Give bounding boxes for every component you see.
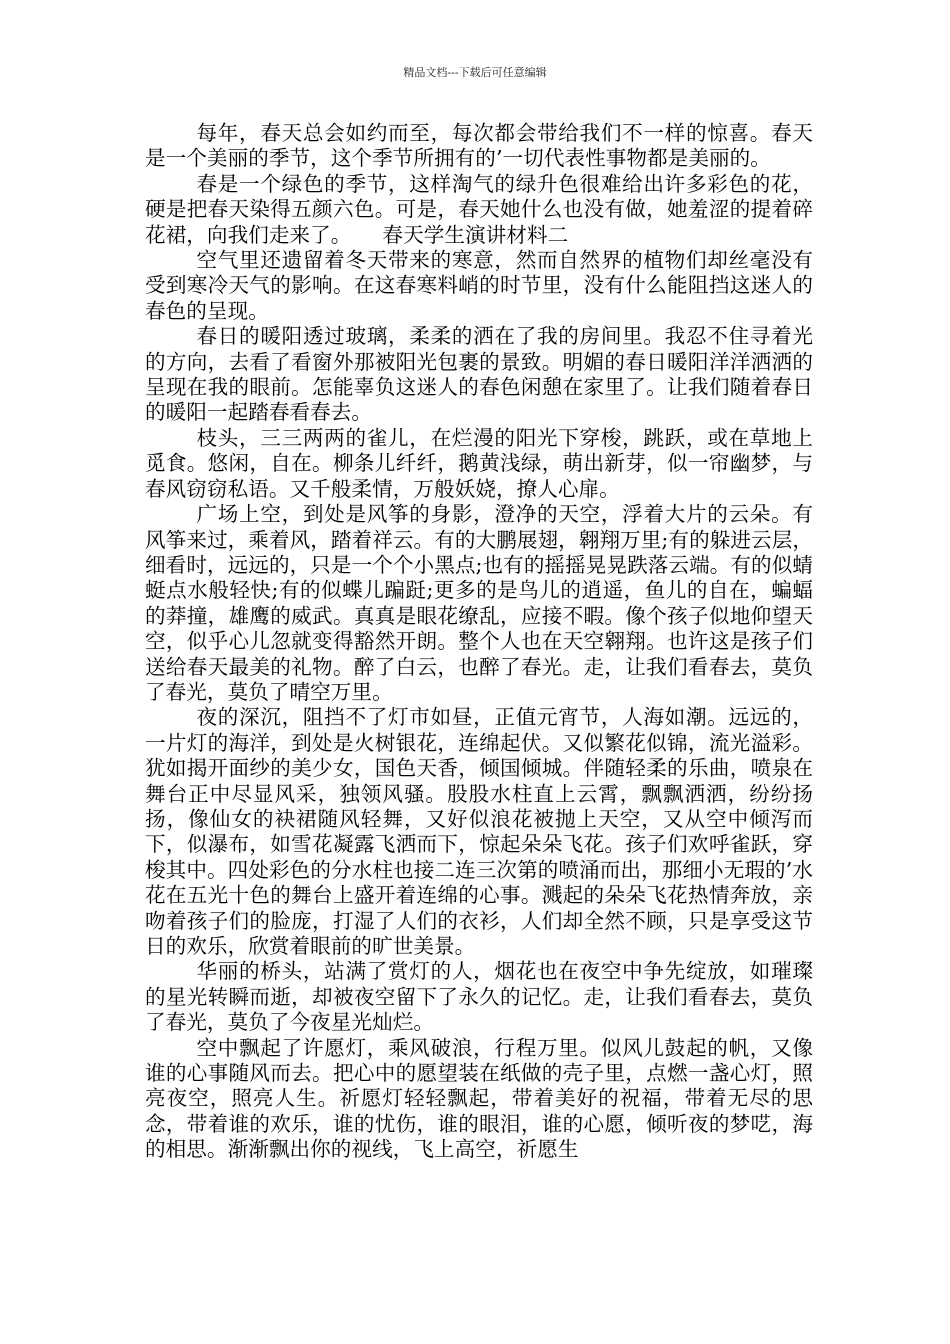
paragraph-3: 空气里还遗留着冬天带来的寒意，然而自然界的植物们却丝毫没有受到寒冷天气的影响。在这春寒料峭的时节里，没有什么能阻挡这迷人的春色的呈现。: [145, 248, 813, 323]
paragraph-1: 每年，春天总会如约而至，每次都会带给我们不一样的惊喜。春天是一个美丽的季节，这个季节所拥有的’一切代表性事物都是美丽的。: [145, 121, 813, 171]
paragraph-8: 华丽的桥头，站满了赏灯的人，烟花也在夜空中争先绽放，如璀璨的星光转瞬而逝，却被夜空留下了永久的记忆。走，让我们看春去，莫负了春光，莫负了今夜星光灿烂。: [145, 959, 813, 1035]
paragraph-2: 春是一个绿色的季节，这样淘气的绿升色很难给出许多彩色的花，硬是把春天染得五颜六色。可是，春天她什么也没有做，她羞涩的提着碎花裙，向我们走来了。 春天学生演讲材料二: [145, 171, 813, 247]
document-body: [145, 121, 813, 1163]
paragraph-5: 枝头，三三两两的雀儿，在烂漫的阳光下穿梭，跳跃，或在草地上觅食。悠闲，自在。柳条儿纤纤，鹅黄浅绿，萌出新芽，似一帘幽梦，与春风窃窃私语。又千般柔情，万般妖娆，撩人心扉。: [145, 425, 813, 501]
paragraph-4: 春日的暖阳透过玻璃，柔柔的洒在了我的房间里。我忍不住寻着光的方向，去看了看窗外那被阳光包裹的景致。明媚的春日暖阳洋洋洒洒的呈现在我的眼前。怎能辜负这迷人的春色闲憩在家里了。让我们随着春日的暖阳一起踏春看春去。: [145, 324, 813, 425]
paragraph-6: 广场上空，到处是风筝的身影，澄净的天空，浮着大片的云朵。有风筝来过，乘着风，踏着祥云。有的大鹏展翅，翱翔万里;有的躲进云层，细看时，远远的，只是一个个小黑点;也有的摇摇晃晃跌落云端。有的似蜻蜓点水般轻快;有的似蝶儿蹁跹;更多的是鸟儿的逍遥，鱼儿的自在，蝙蝠的莽撞，雄鹰的威武。真真是眼花缭乱，应接不暇。像个孩子似地仰望天空，似乎心儿忽就变得豁然开朗。整个人也在天空翱翔。也许这是孩子们送给春天最美的礼物。醉了白云，也醉了春光。走，让我们看春去，莫负了春光，莫负了晴空万里。: [145, 502, 813, 704]
paragraph-7: 夜的深沉，阻挡不了灯市如昼，正值元宵节，人海如潮。远远的，一片灯的海洋，到处是火树银花，连绵起伏。又似繁花似锦，流光溢彩。犹如揭开面纱的美少女，国色天香，倾国倾城。伴随轻柔的乐曲，喷泉在舞台正中尽显风采，独领风骚。股股水柱直上云霄，飘飘洒洒，纷纷扬扬，像仙女的袂裙随风轻舞，又好似浪花被抛上天空，又从空中倾泻而下，似瀑布，如雪花凝露飞洒而下，惊起朵朵飞花。孩子们欢呼雀跃，穿梭其中。四处彩色的分水柱也接二连三次第的喷涌而出，那细小无瑕的’水花在五光十色的舞台上盛开着连绵的心事。溅起的朵朵飞花热情奔放，亲吻着孩子们的脸庞，打湿了人们的衣衫，人们却全然不顾，只是享受这节日的欢乐，欣赏着眼前的旷世美景。: [145, 705, 813, 958]
paragraph-9: 空中飘起了许愿灯，乘风破浪，行程万里。似风儿鼓起的帆，又像谁的心事随风而去。把心中的愿望装在纸做的壳子里，点燃一盏心灯，照亮夜空，照亮人生。祈愿灯轻轻飘起，带着美好的祝福，带着无尽的思念，带着谁的欢乐，谁的忧伤，谁的眼泪，谁的心愿，倾听夜的梦呓，海的相思。渐渐飘出你的视线，飞上高空，祈愿生: [145, 1035, 813, 1162]
page-header: 精品文档---下载后可任意编辑: [403, 66, 547, 79]
